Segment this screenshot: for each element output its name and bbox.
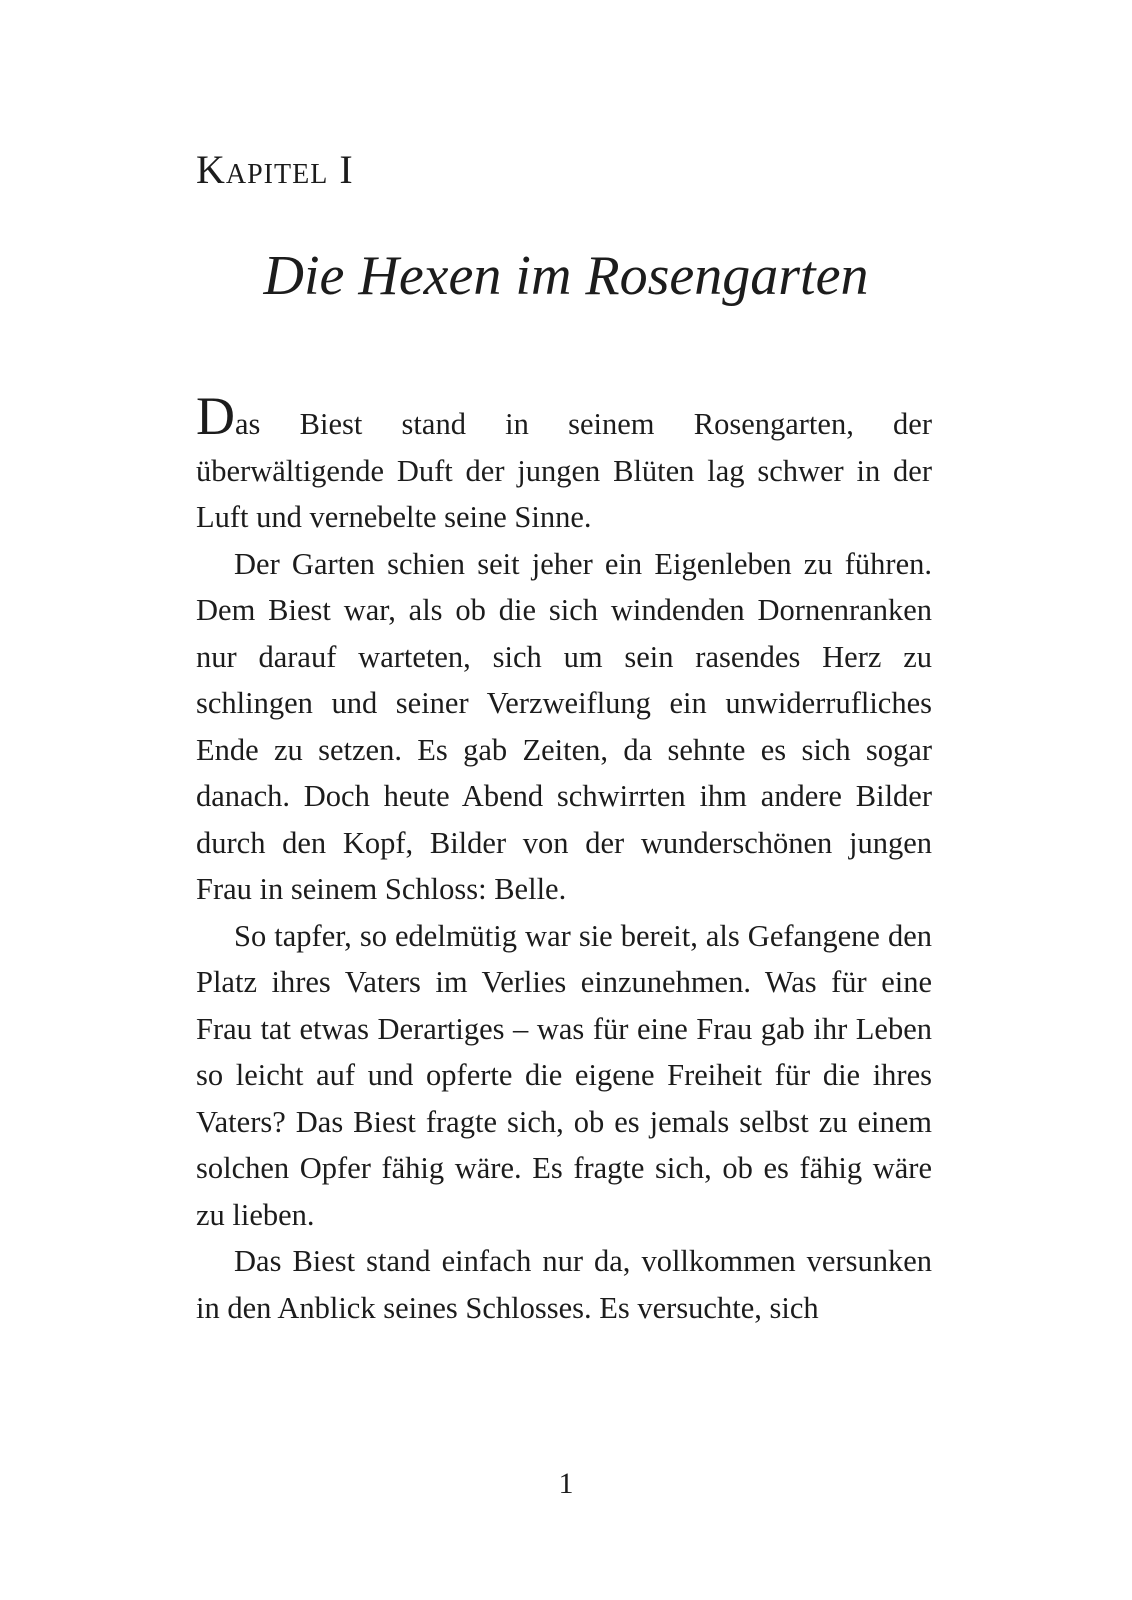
paragraph-4: Das Biest stand einfach nur da, vollkommen versunken in den Anblick seines Schlosses. Es versuchte, sich	[196, 1244, 932, 1325]
drop-cap: D	[196, 386, 235, 446]
paragraph-2: Der Garten schien seit jeher ein Eigenleben zu führen. Dem Biest war, als ob die sich windenden Dornenranken nur darauf warteten, sich um sein rasendes Herz zu schlingen und seiner Verzweiflung ein unwiderrufliches Ende zu setzen. Es gab Zeiten, da sehnte es sich sogar danach. Doch heute Abend schwirrten ihm andere Bilder durch den Kopf, Bilder von der wunderschönen jungen Frau in seinem Schloss: Belle.	[196, 546, 932, 906]
page-number: 1	[558, 1467, 574, 1500]
chapter-title: Die Hexen im Rosengarten	[263, 245, 869, 307]
chapter-label: Kapitel I	[196, 147, 354, 192]
paragraph-1-text: as Biest stand in seinem Rosengarten, der überwältigende Duft der jungen Blüten lag schwer in der Luft und vernebelte seine Sinne.	[196, 407, 932, 534]
paragraph-3: So tapfer, so edelmütig war sie bereit, als Gefangene den Platz ihres Vaters im Verlies einzunehmen. Was für eine Frau tat etwas Derartiges – was für eine Frau gab ihr Leben so leicht auf und opferte die eigene Freiheit für die ihres Vaters? Das Biest fragte sich, ob es jemals selbst zu einem solchen Opfer fähig wäre. Es fragte sich, ob es fähig wäre zu lieben.	[196, 918, 932, 1232]
body-text	[196, 386, 932, 1331]
paragraph-1	[196, 386, 932, 541]
